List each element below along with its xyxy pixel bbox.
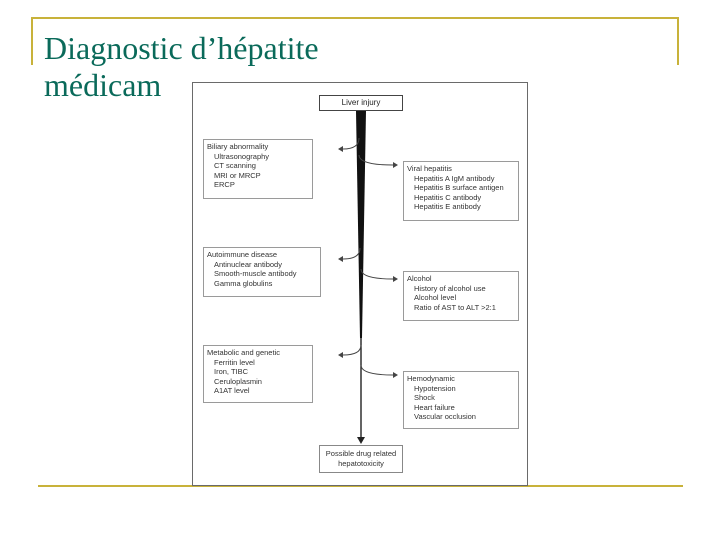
branch-hemodynamic: [361, 365, 393, 375]
box-item: Hypotension: [414, 383, 456, 393]
box-item: ERCP: [214, 180, 235, 190]
arrow-autoimmune: [338, 256, 343, 262]
box-biliary: [203, 139, 313, 199]
arrow-biliary: [338, 146, 343, 152]
box-end-line-2: hepatotoxicity: [338, 458, 384, 468]
box-heading: Metabolic and genetic: [207, 348, 280, 357]
box-heading: Viral hepatitis: [407, 164, 452, 173]
box-item: Ferritin level: [214, 357, 255, 367]
box-viral-hepatitis: [403, 161, 519, 221]
box-item: Gamma globulins: [214, 278, 273, 288]
box-item: MRI or MRCP: [214, 170, 261, 180]
box-item: Ultrasonography: [214, 151, 270, 161]
box-item: Hepatitis B surface antigen: [414, 183, 504, 193]
box-item: Heart failure: [414, 402, 455, 412]
box-liver-injury: Liver injury: [319, 95, 403, 111]
box-item: Iron, TIBC: [214, 367, 249, 377]
box-alcohol: [403, 271, 519, 321]
box-item: Hepatitis C antibody: [414, 192, 482, 202]
box-item: Ceruloplasmin: [214, 376, 262, 386]
box-hemodynamic: [403, 371, 519, 429]
box-item: History of alcohol use: [414, 283, 486, 293]
box-item: Alcohol level: [414, 293, 457, 303]
box-item: A1AT level: [214, 386, 250, 396]
arrow-hemodynamic: [393, 372, 398, 378]
title-line-1: Diagnostic d’hépatite: [44, 30, 319, 66]
box-item: Vascular occlusion: [414, 412, 476, 422]
box-item: Hepatitis A IgM antibody: [414, 173, 495, 183]
box-item: Antinuclear antibody: [214, 259, 282, 269]
box-heading: Alcohol: [407, 274, 432, 283]
frame-left-line: [31, 17, 33, 65]
frame-right-line: [677, 17, 679, 65]
box-item: Ratio of AST to ALT >2:1: [414, 302, 496, 312]
box-item: Hepatitis E antibody: [414, 202, 481, 212]
arrow-alcohol: [393, 276, 398, 282]
box-heading: Biliary abnormality: [207, 142, 269, 151]
central-trunk: [356, 111, 366, 338]
title-line-2: médicam: [44, 67, 162, 103]
box-item: Smooth-muscle antibody: [214, 269, 297, 279]
arrow-metabolic: [338, 352, 343, 358]
box-drug-hepatotoxicity: [319, 445, 403, 473]
arrow-viral: [393, 162, 398, 168]
box-heading: Hemodynamic: [407, 374, 455, 383]
branch-alcohol: [361, 269, 393, 279]
box-heading: Autoimmune disease: [207, 250, 278, 259]
box-item: CT scanning: [214, 161, 256, 171]
flowchart-figure: [192, 82, 528, 486]
branch-metabolic: [343, 345, 361, 355]
frame-top-line: [31, 17, 679, 19]
trunk-end-arrow: [357, 437, 365, 444]
box-metabolic: [203, 345, 313, 403]
box-autoimmune: [203, 247, 321, 297]
box-item: Shock: [414, 393, 435, 403]
branch-autoimmune: [343, 248, 360, 259]
box-end-line-1: Possible drug related: [325, 449, 397, 458]
